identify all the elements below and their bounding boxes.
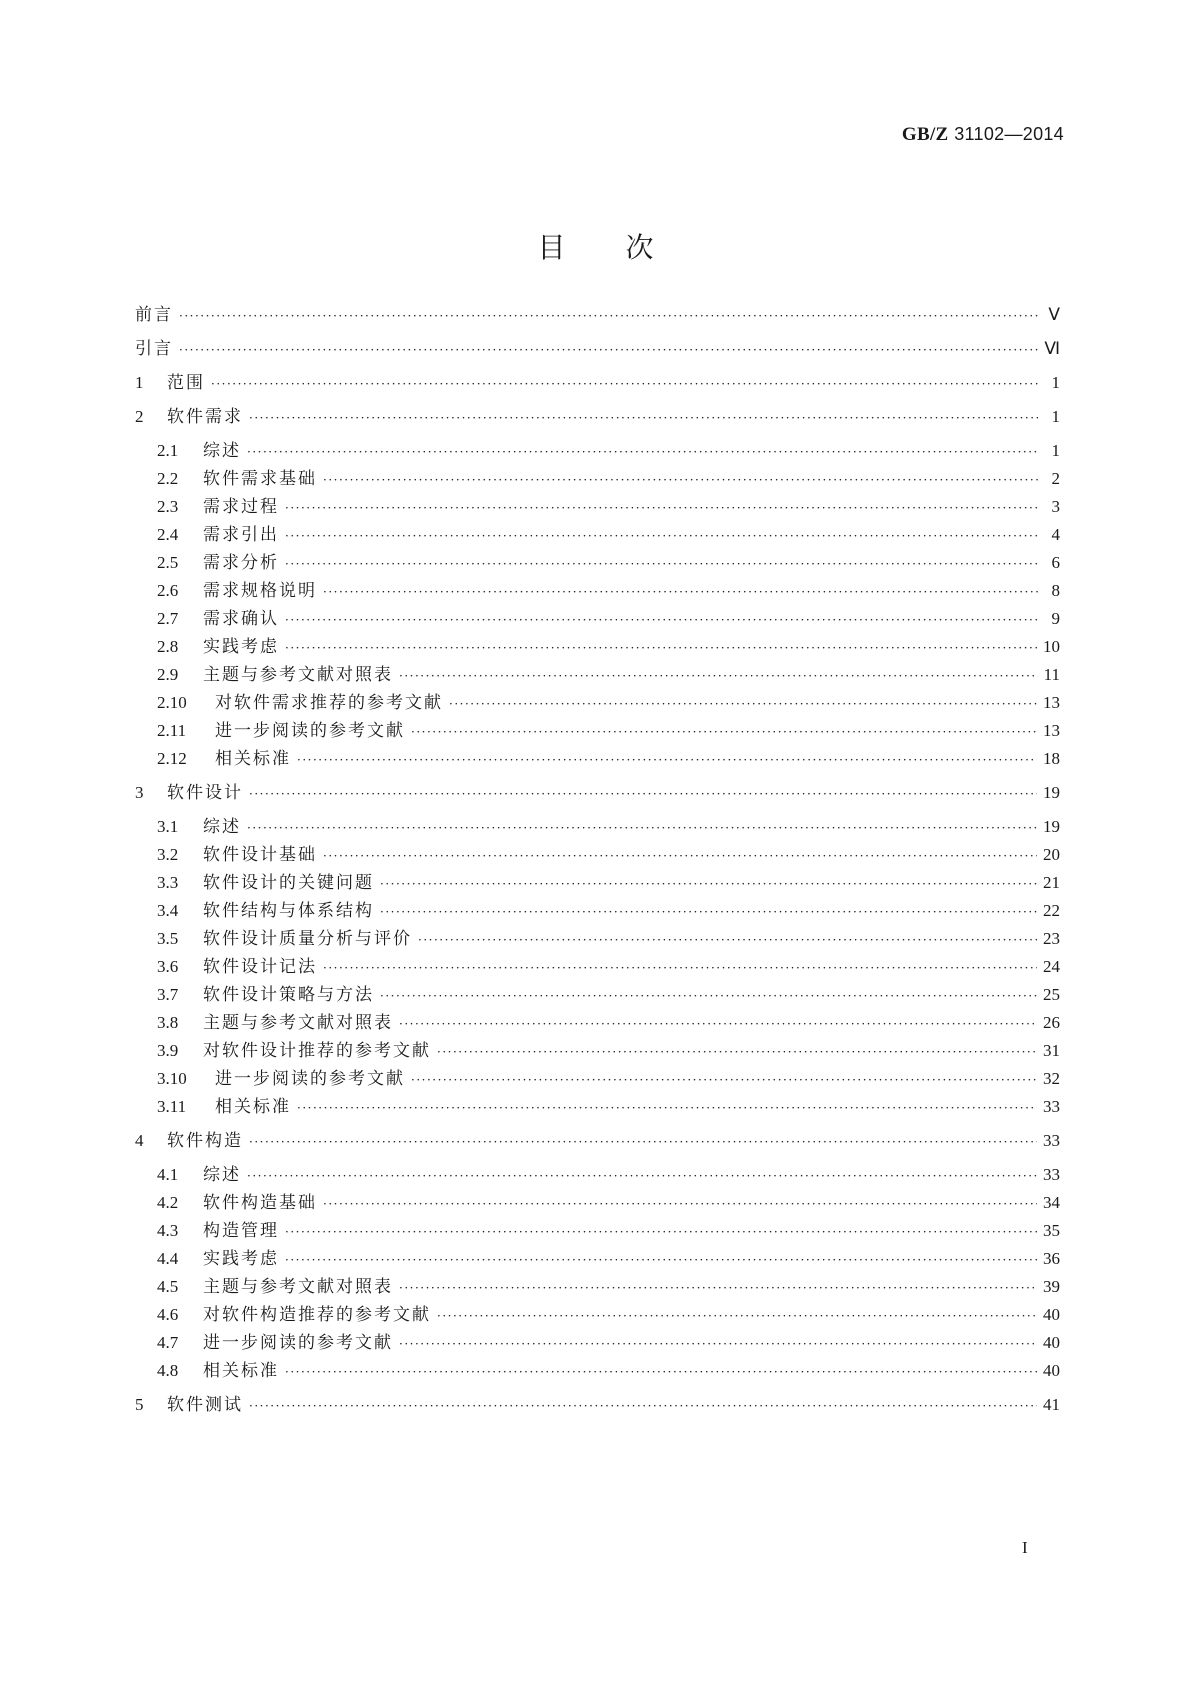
toc-entry-label: 软件构造: [167, 1131, 243, 1151]
toc-entry-label: 软件构造基础: [203, 1193, 317, 1213]
toc-entry-number: 2.1: [157, 441, 179, 460]
toc-entry-number: 3.6: [157, 957, 179, 976]
toc-entry[interactable]: [135, 1096, 1060, 1119]
leader-dots: [247, 817, 1037, 839]
toc-entry-label: 需求规格说明: [203, 581, 317, 601]
toc-entry[interactable]: [135, 1068, 1060, 1091]
toc-entry[interactable]: [135, 1304, 1060, 1327]
leader-dots: [249, 783, 1037, 805]
toc-entry-number: 4.6: [157, 1305, 179, 1324]
toc-entry-page: 13: [1043, 693, 1060, 712]
toc-entry-label: 范围: [167, 373, 205, 393]
toc-entry-page: Ⅴ: [1048, 305, 1060, 324]
leader-dots: [285, 637, 1037, 659]
leader-dots: [437, 1305, 1037, 1327]
toc-entry-number: 2.6: [157, 581, 179, 600]
toc-entry-number: 4.8: [157, 1361, 179, 1380]
toc-entry-page: 13: [1043, 721, 1060, 740]
page-title: 目次: [537, 231, 714, 264]
toc-entry-page: 41: [1043, 1395, 1060, 1414]
toc-entry-number: 2.10: [157, 693, 187, 712]
leader-dots: [323, 845, 1037, 867]
toc-entry-label: 需求分析: [203, 553, 279, 573]
toc-entry-number: 4.5: [157, 1277, 179, 1296]
toc-entry-page: 33: [1043, 1097, 1060, 1116]
toc-entry[interactable]: [135, 782, 1060, 805]
toc-entry-page: 22: [1043, 901, 1060, 920]
toc-entry[interactable]: [135, 1360, 1060, 1383]
toc-entry-label: 需求引出: [203, 525, 279, 545]
toc-entry-number: 2.4: [157, 525, 179, 544]
toc-entry[interactable]: [135, 636, 1060, 659]
toc-entry[interactable]: [135, 304, 1060, 327]
toc-entry-label: 软件设计的关键问题: [203, 873, 374, 893]
leader-dots: [179, 339, 1038, 361]
toc-entry-number: 4.4: [157, 1249, 179, 1268]
toc-entry-number: 3.7: [157, 985, 179, 1004]
toc-entry[interactable]: [135, 692, 1060, 715]
toc-entry-page: 35: [1043, 1221, 1060, 1240]
toc-entry[interactable]: [135, 496, 1060, 519]
toc-entry-page: 8: [1051, 581, 1060, 600]
leader-dots: [285, 1249, 1037, 1271]
toc-entry-page: 2: [1051, 469, 1060, 488]
toc-entry[interactable]: [135, 580, 1060, 603]
leader-dots: [411, 1069, 1037, 1091]
toc-entry-number: 3.10: [157, 1069, 187, 1088]
toc-entry-label: 软件需求: [167, 407, 243, 427]
leader-dots: [247, 441, 1038, 463]
toc-entry-page: 20: [1043, 845, 1060, 864]
leader-dots: [399, 1013, 1037, 1035]
toc-entry-label: 进一步阅读的参考文献: [215, 1069, 405, 1089]
toc-entry-label: 需求过程: [203, 497, 279, 517]
toc-entry[interactable]: [135, 1394, 1060, 1417]
toc-entry-page: 4: [1051, 525, 1060, 544]
toc-entry-number: 3.8: [157, 1013, 179, 1032]
toc-entry[interactable]: [135, 900, 1060, 923]
toc-entry-label: 进一步阅读的参考文献: [203, 1333, 393, 1353]
toc-entry-label: 相关标准: [203, 1361, 279, 1381]
toc-entry[interactable]: [135, 372, 1060, 395]
toc-entry-number: 4: [135, 1131, 144, 1150]
toc-entry-page: 36: [1043, 1249, 1060, 1268]
toc-entry-label: 相关标准: [215, 749, 291, 769]
toc-entry-number: 4.1: [157, 1165, 179, 1184]
leader-dots: [437, 1041, 1037, 1063]
toc-entry-page: 40: [1043, 1305, 1060, 1324]
standard-code: [902, 124, 1064, 146]
toc-entry[interactable]: [135, 524, 1060, 547]
toc-entry-page: 23: [1043, 929, 1060, 948]
toc-entry-page: 24: [1043, 957, 1060, 976]
toc-entry[interactable]: [135, 1164, 1060, 1187]
toc-entry-number: 2.3: [157, 497, 179, 516]
toc-entry-page: 9: [1051, 609, 1060, 628]
toc-entry-label: 相关标准: [215, 1097, 291, 1117]
toc-entry[interactable]: [135, 1332, 1060, 1355]
toc-entry-label: 主题与参考文献对照表: [203, 665, 393, 685]
toc-entry-label: 综述: [203, 441, 241, 461]
leader-dots: [211, 373, 1038, 395]
leader-dots: [411, 721, 1037, 743]
toc-entry-page: 40: [1043, 1361, 1060, 1380]
leader-dots: [285, 1221, 1037, 1243]
leader-dots: [323, 581, 1038, 603]
leader-dots: [249, 1131, 1037, 1153]
toc-entry-page: 21: [1043, 873, 1060, 892]
toc-entry-page: 40: [1043, 1333, 1060, 1352]
toc-entry-label: 引言: [135, 339, 173, 359]
toc-entry-page: 31: [1043, 1041, 1060, 1060]
leader-dots: [285, 1361, 1037, 1383]
toc-entry-page: 6: [1051, 553, 1060, 572]
toc-entry[interactable]: [135, 406, 1060, 429]
leader-dots: [285, 497, 1038, 519]
leader-dots: [399, 665, 1038, 687]
toc-entry-number: 3: [135, 783, 144, 802]
toc-entry-page: 1: [1051, 373, 1060, 392]
toc-entry-number: 5: [135, 1395, 144, 1414]
leader-dots: [323, 957, 1037, 979]
leader-dots: [297, 749, 1037, 771]
leader-dots: [249, 407, 1038, 429]
toc-entry-label: 对软件设计推荐的参考文献: [203, 1041, 431, 1061]
leader-dots: [323, 469, 1038, 491]
leader-dots: [247, 1165, 1037, 1187]
toc-entry-label: 软件结构与体系结构: [203, 901, 374, 921]
leader-dots: [380, 985, 1037, 1007]
toc-entry[interactable]: [135, 1192, 1060, 1215]
toc-entry-label: 对软件需求推荐的参考文献: [215, 693, 443, 713]
toc-entry-number: 3.9: [157, 1041, 179, 1060]
leader-dots: [380, 901, 1037, 923]
toc-entry[interactable]: [135, 608, 1060, 631]
toc-entry-label: 软件测试: [167, 1395, 243, 1415]
toc-entry-number: 3.1: [157, 817, 179, 836]
leader-dots: [399, 1277, 1037, 1299]
leader-dots: [297, 1097, 1037, 1119]
toc-entry-number: 2.11: [157, 721, 187, 740]
toc-entry-page: 10: [1043, 637, 1060, 656]
toc-entry-number: 4.3: [157, 1221, 179, 1240]
toc-entry-page: 3: [1051, 497, 1060, 516]
toc-entry-label: 综述: [203, 817, 241, 837]
toc-entry-page: 39: [1043, 1277, 1060, 1296]
toc-entry[interactable]: [135, 872, 1060, 895]
toc-entry-page: 11: [1043, 665, 1060, 684]
toc-entry[interactable]: [135, 928, 1060, 951]
leader-dots: [249, 1395, 1037, 1417]
toc-entry-label: 软件设计: [167, 783, 243, 803]
toc-entry-number: 2.12: [157, 749, 187, 768]
toc-entry-number: 2: [135, 407, 144, 426]
toc-entry-page: 33: [1043, 1131, 1060, 1150]
toc-entry-number: 2.2: [157, 469, 179, 488]
toc-entry-label: 主题与参考文献对照表: [203, 1013, 393, 1033]
toc-entry-label: 对软件构造推荐的参考文献: [203, 1305, 431, 1325]
toc-entry-number: 1: [135, 373, 144, 392]
leader-dots: [380, 873, 1037, 895]
toc-entry[interactable]: [135, 748, 1060, 771]
toc-entry-number: 2.7: [157, 609, 179, 628]
toc-entry-page: 19: [1043, 783, 1060, 802]
toc-entry-number: 3.3: [157, 873, 179, 892]
toc-entry[interactable]: [135, 440, 1060, 463]
toc-entry-label: 软件设计策略与方法: [203, 985, 374, 1005]
toc-entry-label: 构造管理: [203, 1221, 279, 1241]
toc-entry[interactable]: [135, 956, 1060, 979]
toc-entry-page: 34: [1043, 1193, 1060, 1212]
leader-dots: [323, 1193, 1037, 1215]
toc-entry-page: 18: [1043, 749, 1060, 768]
toc-entry[interactable]: [135, 1248, 1060, 1271]
toc-entry[interactable]: [135, 1040, 1060, 1063]
toc-entry[interactable]: [135, 984, 1060, 1007]
toc-entry-label: 软件设计记法: [203, 957, 317, 977]
toc-entry-page: 1: [1051, 441, 1060, 460]
toc-entry-label: 需求确认: [203, 609, 279, 629]
toc-entry[interactable]: [135, 844, 1060, 867]
toc-entry-label: 软件设计基础: [203, 845, 317, 865]
leader-dots: [285, 553, 1038, 575]
leader-dots: [179, 305, 1038, 327]
toc-entry-number: 4.2: [157, 1193, 179, 1212]
toc-entry[interactable]: [135, 1130, 1060, 1153]
toc-entry[interactable]: [135, 468, 1060, 491]
toc-entry[interactable]: [135, 816, 1060, 839]
toc-entry-page: 32: [1043, 1069, 1060, 1088]
leader-dots: [285, 609, 1038, 631]
toc-entry-page: 33: [1043, 1165, 1060, 1184]
leader-dots: [418, 929, 1037, 951]
toc-entry[interactable]: [135, 664, 1060, 687]
toc-entry-number: 3.4: [157, 901, 179, 920]
toc-entry-page: 1: [1051, 407, 1060, 426]
toc-entry-number: 3.11: [157, 1097, 187, 1116]
toc-entry-label: 进一步阅读的参考文献: [215, 721, 405, 741]
toc-entry-label: 软件需求基础: [203, 469, 317, 489]
standard-prefix: GB/Z: [901, 124, 949, 145]
toc-entry[interactable]: [135, 552, 1060, 575]
leader-dots: [285, 525, 1038, 547]
toc-entry[interactable]: [135, 1012, 1060, 1035]
toc-entry[interactable]: [135, 1276, 1060, 1299]
toc-entry-label: 实践考虑: [203, 637, 279, 657]
leader-dots: [449, 693, 1037, 715]
toc-entry[interactable]: [135, 720, 1060, 743]
toc-entry-number: 2.5: [157, 553, 179, 572]
toc-entry-number: 3.2: [157, 845, 179, 864]
toc-entry-label: 前言: [135, 305, 173, 325]
leader-dots: [399, 1333, 1037, 1355]
toc-entry-label: 软件设计质量分析与评价: [203, 929, 412, 949]
toc-entry-number: 3.5: [157, 929, 179, 948]
toc-entry-page: 25: [1043, 985, 1060, 1004]
toc-entry-label: 实践考虑: [203, 1249, 279, 1269]
toc-entry-number: 2.8: [157, 637, 179, 656]
toc-entry-label: 综述: [203, 1165, 241, 1185]
toc-entry[interactable]: [135, 1220, 1060, 1243]
standard-number: 31102—2014: [954, 124, 1064, 144]
toc-entry-page: 19: [1043, 817, 1060, 836]
toc-entry-page: Ⅵ: [1044, 339, 1060, 358]
toc-entry-label: 主题与参考文献对照表: [203, 1277, 393, 1297]
page-number: I: [1022, 1538, 1028, 1557]
toc-entry-page: 26: [1043, 1013, 1060, 1032]
toc-entry[interactable]: [135, 338, 1060, 361]
toc-entry-number: 4.7: [157, 1333, 179, 1352]
toc-entry-number: 2.9: [157, 665, 179, 684]
